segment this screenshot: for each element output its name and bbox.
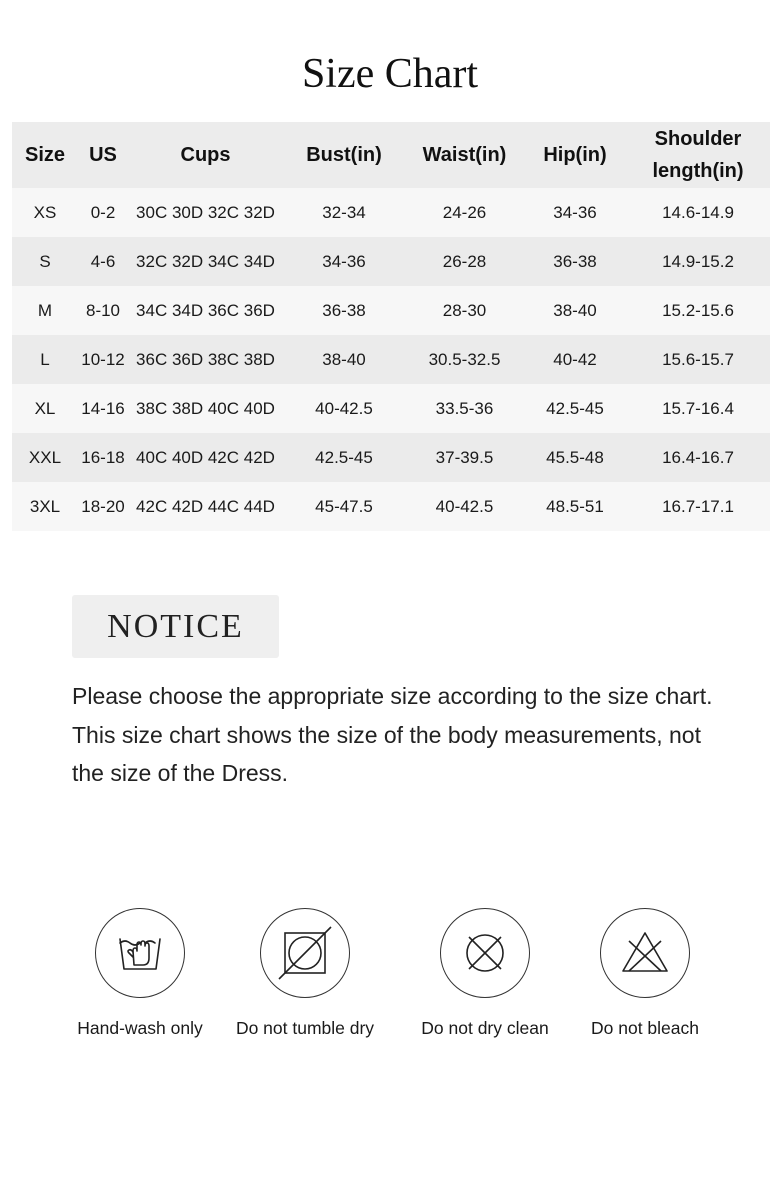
cell-hip: 45.5-48 — [524, 433, 626, 482]
care-item-no-bleach — [555, 908, 735, 1039]
cell-shoulder: 15.2-15.6 — [626, 286, 770, 335]
cell-bust: 32-34 — [283, 188, 405, 237]
cell-cups: 36C 36D 38C 38D — [128, 335, 283, 384]
table-row — [12, 482, 770, 531]
notice-heading: NOTICE — [72, 595, 279, 658]
no-tumble-dry-icon — [260, 908, 350, 998]
cell-bust: 40-42.5 — [283, 384, 405, 433]
table-row — [12, 286, 770, 335]
cell-shoulder: 15.6-15.7 — [626, 335, 770, 384]
table-body — [12, 188, 770, 531]
cell-shoulder: 14.6-14.9 — [626, 188, 770, 237]
care-item-no-dry-clean — [395, 908, 575, 1039]
size-table — [12, 122, 770, 531]
cell-waist: 24-26 — [405, 188, 524, 237]
care-label: Hand-wash only — [77, 1018, 203, 1038]
cell-shoulder: 14.9-15.2 — [626, 237, 770, 286]
cell-hip: 48.5-51 — [524, 482, 626, 531]
cell-us: 0-2 — [78, 188, 128, 237]
care-label: Do not bleach — [591, 1018, 699, 1038]
cell-cups: 40C 40D 42C 42D — [128, 433, 283, 482]
cell-hip: 38-40 — [524, 286, 626, 335]
cell-size: 3XL — [12, 482, 78, 531]
table-row — [12, 335, 770, 384]
cell-waist: 33.5-36 — [405, 384, 524, 433]
notice-paragraph: This size chart shows the size of the body measurements, not the size of the Dress. — [72, 721, 701, 786]
column-header-hip: Hip(in) — [524, 122, 626, 188]
cell-hip: 42.5-45 — [524, 384, 626, 433]
column-header-shoulder-line2: length(in) — [652, 160, 744, 182]
table-row — [12, 188, 770, 237]
care-label: Do not tumble dry — [235, 1018, 375, 1038]
column-header-shoulder — [626, 122, 770, 188]
column-header-waist: Waist(in) — [405, 122, 524, 188]
care-label: Do not dry clean — [421, 1018, 549, 1038]
hand-wash-icon — [95, 908, 185, 998]
no-bleach-icon — [600, 908, 690, 998]
notice-text — [72, 677, 722, 793]
page-title: Size Chart — [301, 51, 479, 97]
notice-paragraph: Please choose the appropriate size according to the size chart. — [72, 683, 713, 709]
column-header-us: US — [78, 122, 128, 188]
no-dry-clean-icon — [440, 908, 530, 998]
cell-us: 10-12 — [78, 335, 128, 384]
cell-cups: 34C 34D 36C 36D — [128, 286, 283, 335]
cell-hip: 40-42 — [524, 335, 626, 384]
column-header-size: Size — [12, 122, 78, 188]
cell-size: XXL — [12, 433, 78, 482]
cell-cups: 42C 42D 44C 44D — [128, 482, 283, 531]
cell-us: 18-20 — [78, 482, 128, 531]
cell-us: 8-10 — [78, 286, 128, 335]
column-header-shoulder-line1: Shoulder — [654, 128, 742, 150]
cell-waist: 37-39.5 — [405, 433, 524, 482]
cell-bust: 34-36 — [283, 237, 405, 286]
cell-shoulder: 16.7-17.1 — [626, 482, 770, 531]
cell-us: 16-18 — [78, 433, 128, 482]
cell-size: S — [12, 237, 78, 286]
cell-size: XS — [12, 188, 78, 237]
cell-hip: 36-38 — [524, 237, 626, 286]
column-header-bust: Bust(in) — [283, 122, 405, 188]
cell-waist: 26-28 — [405, 237, 524, 286]
column-header-cups: Cups — [128, 122, 283, 188]
cell-shoulder: 16.4-16.7 — [626, 433, 770, 482]
care-item-hand-wash — [50, 908, 230, 1039]
cell-size: XL — [12, 384, 78, 433]
table-header-row — [12, 122, 770, 188]
table-row — [12, 384, 770, 433]
cell-cups: 38C 38D 40C 40D — [128, 384, 283, 433]
cell-hip: 34-36 — [524, 188, 626, 237]
cell-cups: 30C 30D 32C 32D — [128, 188, 283, 237]
cell-bust: 42.5-45 — [283, 433, 405, 482]
table-row — [12, 237, 770, 286]
cell-size: L — [12, 335, 78, 384]
care-item-no-tumble-dry — [215, 908, 395, 1039]
cell-cups: 32C 32D 34C 34D — [128, 237, 283, 286]
cell-shoulder: 15.7-16.4 — [626, 384, 770, 433]
cell-size: M — [12, 286, 78, 335]
cell-waist: 30.5-32.5 — [405, 335, 524, 384]
cell-bust: 36-38 — [283, 286, 405, 335]
cell-us: 14-16 — [78, 384, 128, 433]
cell-us: 4-6 — [78, 237, 128, 286]
table-row — [12, 433, 770, 482]
cell-waist: 40-42.5 — [405, 482, 524, 531]
cell-bust: 45-47.5 — [283, 482, 405, 531]
cell-waist: 28-30 — [405, 286, 524, 335]
cell-bust: 38-40 — [283, 335, 405, 384]
